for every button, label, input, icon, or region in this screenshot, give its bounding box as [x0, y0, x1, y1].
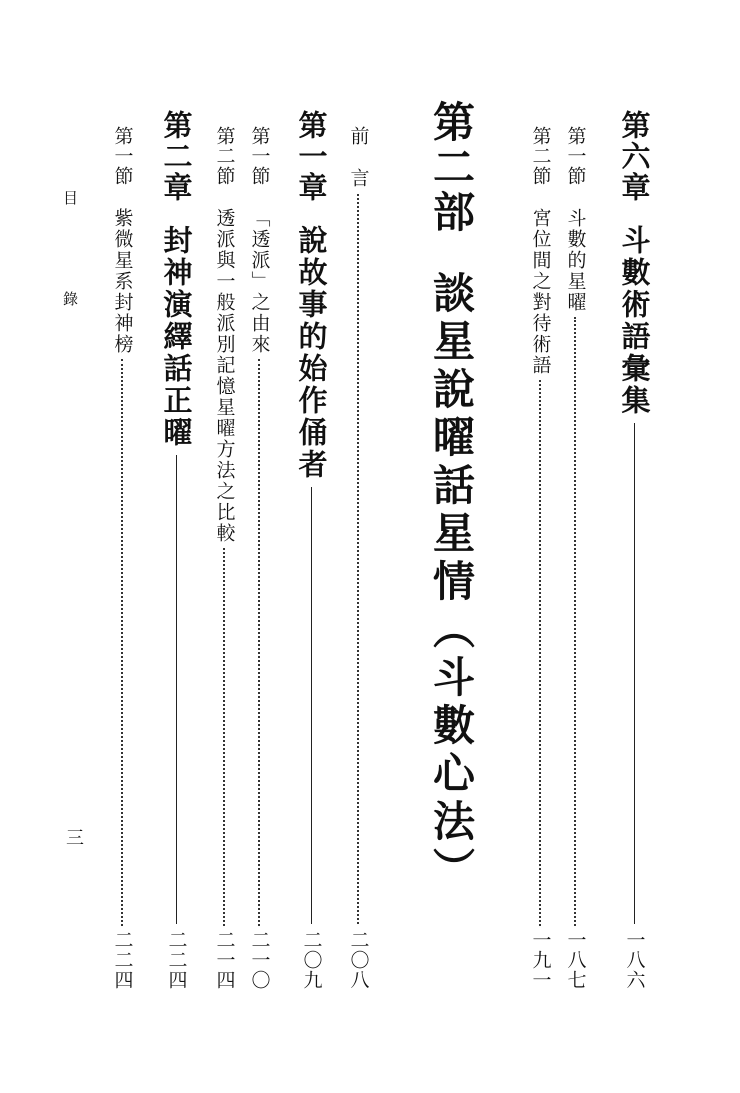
page-number: 二〇九: [300, 930, 323, 990]
page-number-footer: 三: [63, 828, 84, 846]
toc-entry-section: [107, 126, 137, 990]
toc-entry-chapter-6: [613, 110, 655, 990]
leader-dots: [258, 359, 260, 926]
section-title: 「透派」之由來: [248, 208, 271, 355]
page-number: 二一〇: [248, 930, 271, 990]
chapter-title: 斗數術語彙集: [617, 225, 652, 417]
toc-entry-section: [209, 126, 239, 990]
section-title: 宮位間之對待術語: [529, 208, 552, 376]
page-number: 一九一: [529, 930, 552, 990]
leader-dots: [121, 359, 123, 926]
part-label: 第二部: [427, 100, 476, 235]
toc-entry-part-2: [422, 100, 480, 895]
toc-entry-preface: [343, 126, 373, 990]
page-number: 二〇八: [347, 930, 370, 990]
section-label: 第一節: [564, 126, 587, 186]
leader-rule: [634, 423, 635, 924]
leader-dots: [539, 380, 541, 926]
toc-entry-chapter-2: [155, 110, 197, 990]
leader-dots: [223, 548, 225, 926]
toc-entry-chapter-1: [290, 110, 332, 990]
section-title: 斗數的星曜: [564, 208, 587, 313]
chapter-label: 第二章: [159, 110, 194, 203]
chapter-title: 封神演繹話正曜: [159, 225, 194, 449]
toc-entry-section: [525, 126, 555, 990]
leader-rule: [176, 455, 177, 924]
part-title: 談星說曜話星情（斗數心法）: [427, 271, 476, 895]
page-number: 二一四: [213, 930, 236, 990]
chapter-label: 第六章: [617, 110, 652, 203]
running-head: 目 錄: [61, 190, 79, 340]
preface-title: 言: [347, 168, 370, 188]
section-label: 第二節: [213, 126, 236, 186]
page-number: 二二四: [111, 930, 134, 990]
chapter-title: 說故事的始作俑者: [294, 225, 329, 481]
chapter-label: 第一章: [294, 110, 329, 203]
page-number: 一八七: [564, 930, 587, 990]
toc-entry-section: [560, 126, 590, 990]
leader-dots: [574, 317, 576, 926]
page-number: 二二四: [165, 930, 188, 990]
leader-rule: [311, 487, 312, 924]
section-title: 紫微星系封神榜: [111, 208, 134, 355]
section-title: 透派與一般派別記憶星曜方法之比較: [213, 208, 236, 544]
page-number: 一八六: [623, 930, 646, 990]
preface-label: 前: [347, 126, 370, 146]
toc-entry-section: [244, 126, 274, 990]
section-label: 第一節: [248, 126, 271, 186]
leader-dots: [357, 194, 359, 924]
section-label: 第二節: [529, 126, 552, 186]
section-label: 第一節: [111, 126, 134, 186]
